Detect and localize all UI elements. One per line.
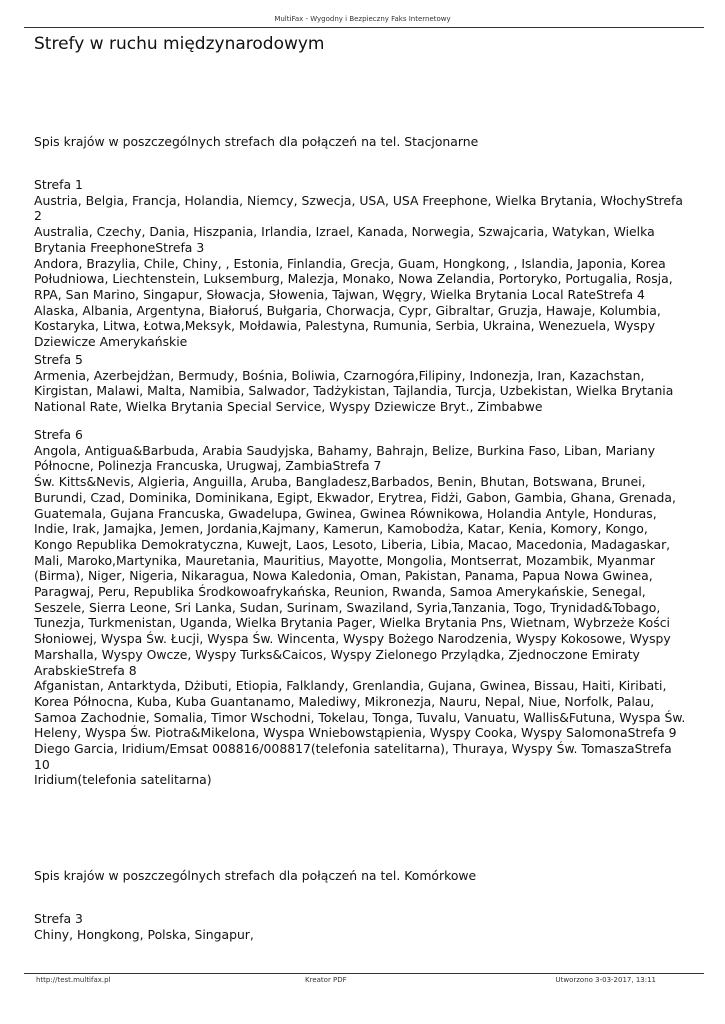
header-site-title: MultiFax - Wygodny i Bezpieczny Faks Internetowy xyxy=(274,15,451,23)
footer-created-date: Utworzono 3-03-2017, 13:11 xyxy=(555,976,656,984)
footer-divider xyxy=(24,973,704,974)
mobile-zone-3: Strefa 3 Chiny, Hongkong, Polska, Singapur, xyxy=(34,911,254,942)
footer-url-link[interactable]: http://test.multifax.pl xyxy=(36,976,111,984)
landline-zones-1-4: Strefa 1 Austria, Belgia, Francja, Holandia, Niemcy, Szwecja, USA, USA Freephone, Wielka Brytania, WłochyStrefa 2 Australia, Czechy, Dania, Hiszpania, Irlandia, Izrael, Kanada, Norwegia, Szwajcaria, Watykan, Wielka Brytania FreephoneStrefa 3 Andora, Brazylia, Chile, Chiny, , Estonia, Finlandia, Grecja, Guam, Hongkong, , Islandia, Japonia, Korea Południowa, Liechtenstein, Luksemburg, Malezja, Monako, Nowa Zelandia, Portoryko, Portugalia, Rosja, RPA, San Marino, Singapur, Słowacja, Słowenia, Tajwan, Węgry, Wielka Brytania Local RateStrefa 4 Alaska, Albania, Argentyna, Białoruś, Bułgaria, Chorwacja, Cypr, Gibraltar, Gruzja, Hawaje, Kolumbia, Kostaryka, Litwa, Łotwa,Meksyk, Mołdawia, Palestyna, Rumunia, Serbia, Ukraina, Wenezuela, Wyspy Dziewicze Amerykańskie xyxy=(34,177,683,350)
landline-zones-6-10: Strefa 6 Angola, Antigua&Barbuda, Arabia Saudyjska, Bahamy, Bahrajn, Belize, Burkina Faso, Liban, Mariany Północne, Polinezja Francuska, Urugwaj, ZambiaStrefa 7 Św. Kitts&Nevis, Algieria, Anguilla, Aruba, Bangladesz,Barbados, Benin, Bhutan, Botswana, Brunei, Burundi, Czad, Dominika, Dominikana, Egipt, Ekwador, Erytrea, Fidżi, Gabon, Gambia, Ghana, Grenada, Guatemala, Gujana Francuska, Gwadelupa, Gwinea, Gwinea Równikowa, Holandia Antyle, Honduras, Indie, Irak, Jamajka, Jemen, Jordania,Kajmany, Kamerun, Kamobodża, Katar, Kenia, Komory, Kongo, Kongo Republika Demokratyczna, Kuwejt, Laos, Lesoto, Liberia, Libia, Macao, Macedonia, Madagaskar, Mali, Maroko,Martynika, Mauretania, Mauritius, Mayotte, Mongolia, Montserrat, Mozambik, Myanmar (Birma), Niger, Nigeria, Nikaragua, Nowa Kaledonia, Oman, Pakistan, Panama, Papua Nowa Gwinea, Paragwaj, Peru, Republika Środkowoafrykańska, Reunion, Rwanda, Samoa Amerykańskie, Senegal, Seszele, Sierra Leone, Sri Lanka, Sudan, Surinam, Swaziland, Syria,Tanzania, Togo, Trynidad&Tobago, Tunezja, Turkmenistan, Uganda, Wielka Brytania Pager, Wielka Brytania Pns, Wietnam, Wybrzeże Kości Słoniowej, Wyspa Św. Łucji, Wyspa Św. Wincenta, Wyspy Bożego Narodzenia, Wyspy Kokosowe, Wyspy Marshalla, Wyspy Owcze, Wyspy Turks&Caicos, Wyspy Zielonego Przylądka, Zjednoczone Emiraty ArabskieStrefa 8 Afganistan, Antarktyda, Dżibuti, Etiopia, Falklandy, Grenlandia, Gujana, Gwinea, Bissau, Haiti, Kiribati, Korea Północna, Kuba, Kuba Guantanamo, Malediwy, Mikronezja, Nauru, Nepal, Niue, Norfolk, Palau, Samoa Zachodnie, Somalia, Timor Wschodni, Tokelau, Tonga, Tuvalu, Vanuatu, Wallis&Futuna, Wyspa Św. Heleny, Wyspa Św. Piotra&Mikelona, Wyspa Wniebowstąpienia, Wyspy Cooka, Wyspy SalomonaStrefa 9 Diego Garcia, Iridium/Emsat 008816/008817(telefonia satelitarna), Thuraya, Wyspy Św. TomaszaStrefa 10 Iridium(telefonia satelitarna) xyxy=(34,427,686,788)
footer-generator: Kreator PDF xyxy=(305,976,347,984)
mobile-intro: Spis krajów w poszczególnych strefach dla połączeń na tel. Komórkowe xyxy=(34,868,477,883)
page-title: Strefy w ruchu międzynarodowym xyxy=(34,34,325,54)
landline-zone-5: Strefa 5 Armenia, Azerbejdżan, Bermudy, Bośnia, Boliwia, Czarnogóra,Filipiny, Indonezja, Iran, Kazachstan, Kirgistan, Malawi, Malta, Namibia, Salwador, Tadżykistan, Tajlandia, Turcja, Uzbekistan, Wielka Brytania National Rate, Wielka Brytania Special Service, Wyspy Dziewicze Bryt., Zimbabwe xyxy=(34,352,674,415)
landline-intro: Spis krajów w poszczególnych strefach dla połączeń na tel. Stacjonarne xyxy=(34,134,479,149)
